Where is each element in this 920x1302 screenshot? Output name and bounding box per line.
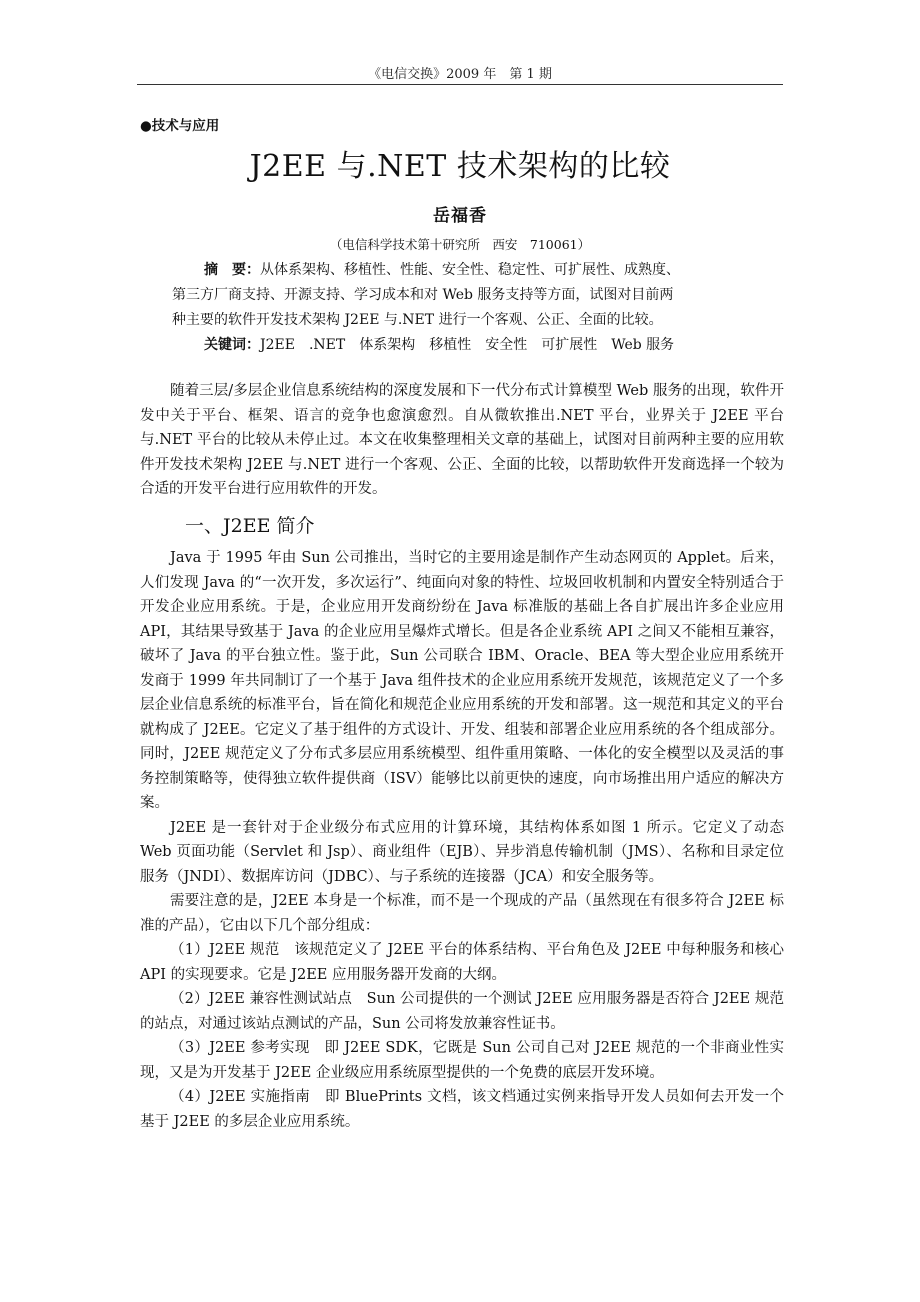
affiliation: （电信科学技术第十研究所 西安 710061） [329,237,591,252]
author: 岳福香 [433,206,487,226]
section-tag: ●技术与应用 [140,118,220,134]
section-body [140,546,784,1134]
abstract-block [172,258,772,358]
intro-block [140,379,784,502]
paragraph: （2）J2EE 兼容性测试站点 Sun 公司提供的一个测试 J2EE 应用服务器是否符合 J2EE 规范的站点，对通过该站点测试的产品，Sun 公司将发放兼容性证书。 [140,991,784,1032]
abstract-line-3: 种主要的软件开发技术架构 J2EE 与.NET 进行一个客观、公正、全面的比较。 [172,312,663,328]
paragraph: （1）J2EE 规范 该规范定义了 J2EE 平台的体系结构、平台角色及 J2EE 中每种服务和核心 API 的实现要求。它是 J2EE 应用服务器开发商的大纲。 [140,942,784,983]
abstract-text-1: 从体系架构、移植性、性能、安全性、稳定性、可扩展性、成熟度、 [260,262,680,278]
keywords-label: 关键词： [204,337,260,353]
intro-paragraph: 随着三层/多层企业信息系统结构的深度发展和下一代分布式计算模型 Web 服务的出现，软件开发中关于平台、框架、语言的竞争也愈演愈烈。自从微软推出.NET 平台，业界关于 J2EE 平台与.NET 平台的比较从未停止过。本文在收集整理相关文章的基础上，试图对目前两种主要的应用软件开发技术架构 J2EE 与.NET 进行一个客观、公正、全面的比较，以帮助软件开发商选择一个较为合适的开发平台进行应用软件的开发。 [140,383,784,497]
paragraph: （3）J2EE 参考实现 即 J2EE SDK，它既是 Sun 公司自己对 J2EE 规范的一个非商业性实现，又是为开发基于 J2EE 企业级应用系统原型提供的一个免费的底层开发环境。 [140,1040,784,1081]
abstract-line-1 [172,258,772,283]
paragraph: 需要注意的是，J2EE 本身是一个标准，而不是一个现成的产品（虽然现在有很多符合 J2EE 标准的产品），它由以下几个部分组成： [140,893,784,934]
paragraph: Java 于 1995 年由 Sun 公司推出，当时它的主要用途是制作产生动态网页的 Applet。后来，人们发现 Java 的“一次开发，多次运行”、纯面向对象的特性、垃圾回收机制和内置安全特别适合于开发企业应用系统。于是，企业应用开发商纷纷在 Java 标准版的基础上各自扩展出许多企业应用 API，其结果导致基于 Java 的企业应用呈爆炸式增长。但是各企业系统 API 之间又不能相互兼容，破坏了 Java 的平台独立性。鉴于此，Sun 公司联合 IBM、Oracle、BEA 等大型企业应用系统开发商于 1999 年共同制订了一个基于 Java 组件技术的企业应用系统开发规范，该规范定义了一个多层企业信息系统的标准平台，旨在简化和规范企业应用系统的开发和部署。这一规范和其定义的平台就构成了 J2EE。它定义了基于组件的方式设计、开发、组装和部署企业应用系统的各个组成部分。同时，J2EE 规范定义了分布式多层应用系统模型、组件重用策略、一体化的安全模型以及灵活的事务控制策略等，使得独立软件提供商（ISV）能够比以前更快的速度，向市场推出用户适应的解决方案。 [140,550,784,811]
paragraph: （4）J2EE 实施指南 即 BluePrints 文档，该文档通过实例来指导开发人员如何去开发一个基于 J2EE 的多层企业应用系统。 [140,1089,784,1130]
journal-header: 《电信交换》2009 年 第 1 期 [368,67,552,82]
header-rule [137,84,783,85]
abstract-label: 摘 要： [204,262,260,278]
paragraph: J2EE 是一套针对于企业级分布式应用的计算环境，其结构体系如图 1 所示。它定义了动态 Web 页面功能（Servlet 和 Jsp）、商业组件（EJB）、异步消息传输机制（JMS）、名称和目录定位服务（JNDI）、数据库访问（JDBC）、与子系统的连接器（JCA）和安全服务等。 [140,819,784,885]
keywords-text: J2EE .NET 体系架构 移植性 安全性 可扩展性 Web 服务 [260,337,675,353]
keywords-line [172,333,772,358]
abstract-line-2: 第三方厂商支持、开源支持、学习成本和对 Web 服务支持等方面，试图对目前两 [172,287,674,303]
paper-title: J2EE 与.NET 技术架构的比较 [249,149,671,184]
section-heading: 一、J2EE 简介 [185,515,315,537]
